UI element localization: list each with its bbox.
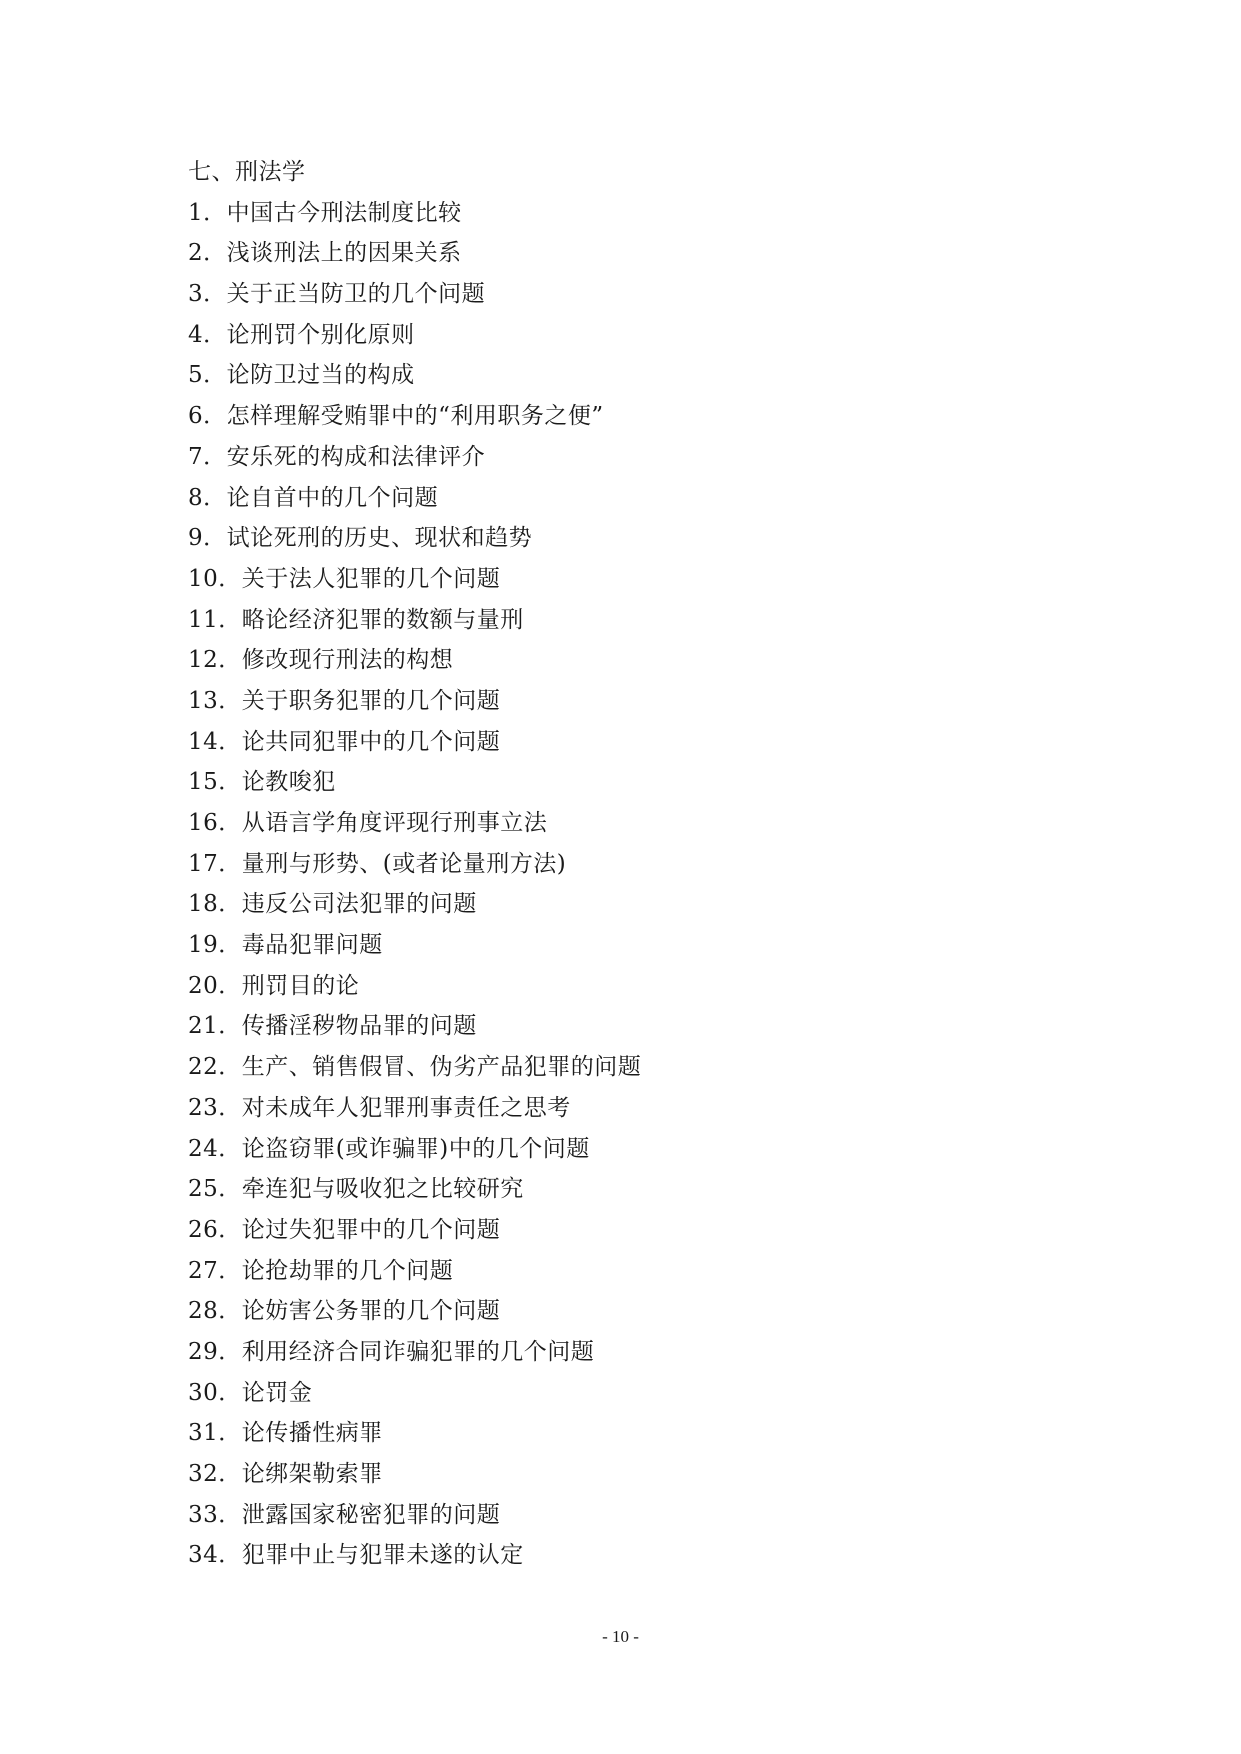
topic-text: 利用经济合同诈骗犯罪的几个问题 — [241, 1338, 595, 1365]
topic-number: 12． — [188, 647, 242, 674]
topic-number: 26． — [188, 1216, 242, 1243]
topic-text: 关于职务犯罪的几个问题 — [241, 687, 501, 714]
topic-item — [188, 274, 1068, 315]
topic-text: 略论经济犯罪的数额与量刑 — [241, 606, 524, 633]
topic-item — [188, 437, 1068, 478]
topic-number: 27． — [188, 1257, 242, 1284]
topic-number: 6． — [188, 403, 227, 430]
topic-text: 论刑罚个别化原则 — [226, 321, 415, 348]
topic-item — [188, 722, 1068, 763]
topic-text: 中国古今刑法制度比较 — [226, 199, 462, 226]
topic-item — [188, 1210, 1068, 1251]
topic-item — [188, 600, 1068, 641]
topic-text: 修改现行刑法的构想 — [241, 647, 454, 674]
topic-text: 关于法人犯罪的几个问题 — [241, 565, 501, 592]
topic-text: 从语言学角度评现行刑事立法 — [241, 810, 548, 836]
topic-item — [188, 1169, 1068, 1210]
topic-item — [188, 1413, 1068, 1454]
topic-text: 传播淫秽物品罪的问题 — [241, 1013, 477, 1040]
topic-number: 28． — [188, 1298, 242, 1325]
topic-number: 20． — [188, 972, 242, 999]
topic-text: 论自首中的几个问题 — [226, 484, 439, 511]
topic-text: 论过失犯罪中的几个问题 — [241, 1216, 501, 1243]
topic-number: 34． — [188, 1542, 242, 1569]
topic-item — [188, 478, 1068, 519]
topic-number: 24． — [188, 1135, 242, 1162]
topic-item — [188, 193, 1068, 234]
topic-number: 19． — [188, 932, 242, 959]
topic-number: 14． — [188, 728, 242, 755]
topic-item — [188, 1332, 1068, 1373]
topic-number: 33． — [188, 1501, 242, 1528]
topic-item — [188, 640, 1068, 681]
topic-number: 23． — [188, 1094, 242, 1121]
topic-item — [188, 884, 1068, 925]
topic-text: 毒品犯罪问题 — [241, 932, 383, 959]
topic-text: 泄露国家秘密犯罪的问题 — [241, 1501, 501, 1528]
topic-item — [188, 355, 1068, 396]
topic-item — [188, 1088, 1068, 1129]
topic-number: 3． — [188, 281, 227, 308]
topic-number: 29． — [188, 1338, 242, 1365]
topic-text: 浅谈刑法上的因果关系 — [226, 240, 462, 267]
topic-text: 安乐死的构成和法律评介 — [226, 443, 486, 470]
section-title: 七、刑法学 — [188, 159, 306, 185]
topic-item — [188, 518, 1068, 559]
topic-number: 17． — [188, 850, 242, 877]
topic-number: 8． — [188, 484, 227, 511]
topic-item — [188, 966, 1068, 1007]
topic-text: 怎样理解受贿罪中的“利用职务之便” — [226, 403, 604, 430]
topic-item — [188, 1454, 1068, 1495]
topic-text: 论传播性病罪 — [241, 1420, 383, 1447]
topic-number: 5． — [188, 362, 227, 389]
topic-item — [188, 315, 1068, 356]
topic-number: 16． — [188, 810, 242, 836]
topic-item — [188, 681, 1068, 722]
topic-item — [188, 1047, 1068, 1088]
topic-item — [188, 1291, 1068, 1332]
topic-text: 犯罪中止与犯罪未遂的认定 — [241, 1542, 524, 1569]
topic-text: 量刑与形势、(或者论量刑方法) — [241, 850, 567, 877]
topic-item — [188, 1129, 1068, 1170]
topic-item — [188, 1373, 1068, 1414]
topic-number: 4． — [188, 321, 227, 348]
page-content — [188, 152, 1068, 1576]
topic-text: 违反公司法犯罪的问题 — [241, 891, 477, 918]
topic-item — [188, 233, 1068, 274]
topic-item — [188, 803, 1068, 844]
topic-text: 关于正当防卫的几个问题 — [226, 281, 486, 308]
topic-number: 7． — [188, 443, 227, 470]
topic-number: 2． — [188, 240, 227, 267]
topic-item — [188, 1006, 1068, 1047]
topic-number: 1． — [188, 199, 227, 226]
topic-item — [188, 844, 1068, 885]
topic-number: 10． — [188, 565, 242, 592]
topic-number: 25． — [188, 1176, 242, 1203]
topic-text: 牵连犯与吸收犯之比较研究 — [241, 1176, 524, 1203]
topic-item — [188, 1535, 1068, 1576]
topic-text: 论绑架勒索罪 — [241, 1461, 383, 1487]
topic-number: 13． — [188, 687, 242, 714]
topic-number: 22． — [188, 1054, 242, 1081]
topic-text: 试论死刑的历史、现状和趋势 — [226, 525, 533, 552]
topic-text: 刑罚目的论 — [241, 972, 360, 999]
topic-number: 11． — [188, 606, 242, 633]
topic-number: 18． — [188, 891, 242, 918]
page-number: - 10 - — [602, 1627, 639, 1646]
topic-text: 对未成年人犯罪刑事责任之思考 — [241, 1094, 571, 1121]
topic-number: 9． — [188, 525, 227, 552]
topic-list — [188, 193, 1068, 1576]
topic-number: 21． — [188, 1013, 242, 1040]
topic-text: 论教唆犯 — [241, 769, 336, 796]
topic-text: 论防卫过当的构成 — [226, 362, 415, 389]
topic-item — [188, 559, 1068, 600]
topic-number: 31． — [188, 1420, 242, 1447]
topic-number: 32． — [188, 1461, 242, 1487]
topic-item — [188, 925, 1068, 966]
topic-text: 论妨害公务罪的几个问题 — [241, 1298, 501, 1325]
topic-text: 论共同犯罪中的几个问题 — [241, 728, 501, 755]
topic-item — [188, 1495, 1068, 1536]
topic-item — [188, 396, 1068, 437]
topic-text: 论罚金 — [241, 1379, 313, 1406]
topic-number: 30． — [188, 1379, 242, 1406]
topic-item — [188, 762, 1068, 803]
topic-text: 论抢劫罪的几个问题 — [241, 1257, 454, 1284]
topic-number: 15． — [188, 769, 242, 796]
topic-text: 生产、销售假冒、伪劣产品犯罪的问题 — [241, 1054, 642, 1081]
topic-text: 论盗窃罪(或诈骗罪)中的几个问题 — [241, 1135, 590, 1162]
topic-item — [188, 1251, 1068, 1292]
